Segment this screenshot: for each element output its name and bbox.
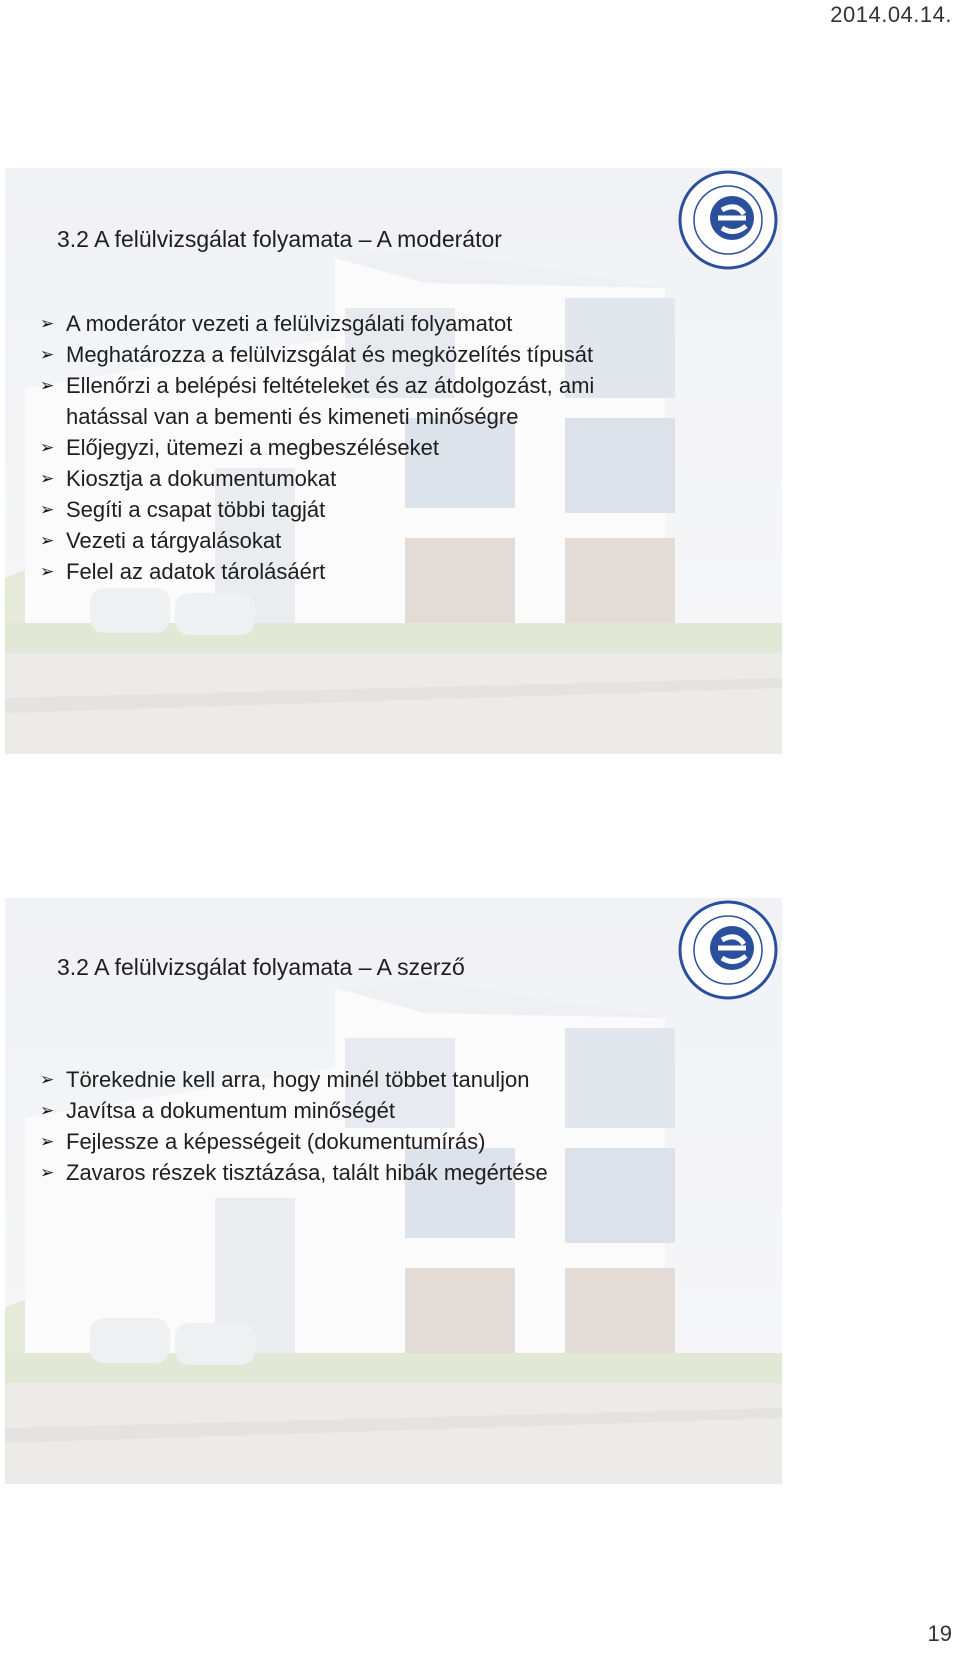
university-logo [676,898,782,1008]
list-item: ➢ Ellenőrzi a belépési feltételeket és az átdolgozást, ami [38,370,594,401]
arrow-bullet-icon: ➢ [40,1101,55,1120]
list-item: ➢ Kiosztja a dokumentumokat [38,463,594,494]
slide-moderator [5,168,782,754]
list-item: ➢ Előjegyzi, ütemezi a megbeszéléseket [38,432,594,463]
bullet-list [38,308,594,587]
arrow-bullet-icon: ➢ [40,314,55,333]
slide-title: 3.2 A felülvizsgálat folyamata – A moderátor [57,226,502,252]
building-background-image [5,898,782,1484]
arrow-bullet-icon: ➢ [40,500,55,519]
arrow-bullet-icon: ➢ [40,1132,55,1151]
arrow-bullet-icon: ➢ [40,438,55,457]
list-item: ➢ Javítsa a dokumentum minőségét [38,1095,548,1126]
list-item: ➢ Törekednie kell arra, hogy minél többet tanuljon [38,1064,548,1095]
slide-author [5,898,782,1484]
bullet-list [38,1064,548,1188]
university-logo [676,168,782,278]
list-item: ➢ Vezeti a tárgyalásokat [38,525,594,556]
slide-title: 3.2 A felülvizsgálat folyamata – A szerző [57,954,465,980]
list-item: ➢ Meghatározza a felülvizsgálat és megközelítés típusát [38,339,594,370]
arrow-bullet-icon: ➢ [40,531,55,550]
arrow-bullet-icon: ➢ [40,1070,55,1089]
arrow-bullet-icon: ➢ [40,345,55,364]
list-item: ➢ Zavaros részek tisztázása, talált hibák megértése [38,1157,548,1188]
list-item: ➢ Fejlessze a képességeit (dokumentumírás) [38,1126,548,1157]
list-item: ➢ Segíti a csapat többi tagját [38,494,594,525]
arrow-bullet-icon: ➢ [40,469,55,488]
list-item: ➢ A moderátor vezeti a felülvizsgálati folyamatot [38,308,594,339]
arrow-bullet-icon: ➢ [40,1163,55,1182]
list-item: ➢ Felel az adatok tárolásáért [38,556,594,587]
page-number: 19 [927,1621,952,1646]
arrow-bullet-icon: ➢ [40,376,55,395]
page-date: 2014.04.14. [830,2,952,27]
arrow-bullet-icon: ➢ [40,562,55,581]
list-item-continuation: hatással van a bementi és kimeneti minőségre [66,404,519,429]
